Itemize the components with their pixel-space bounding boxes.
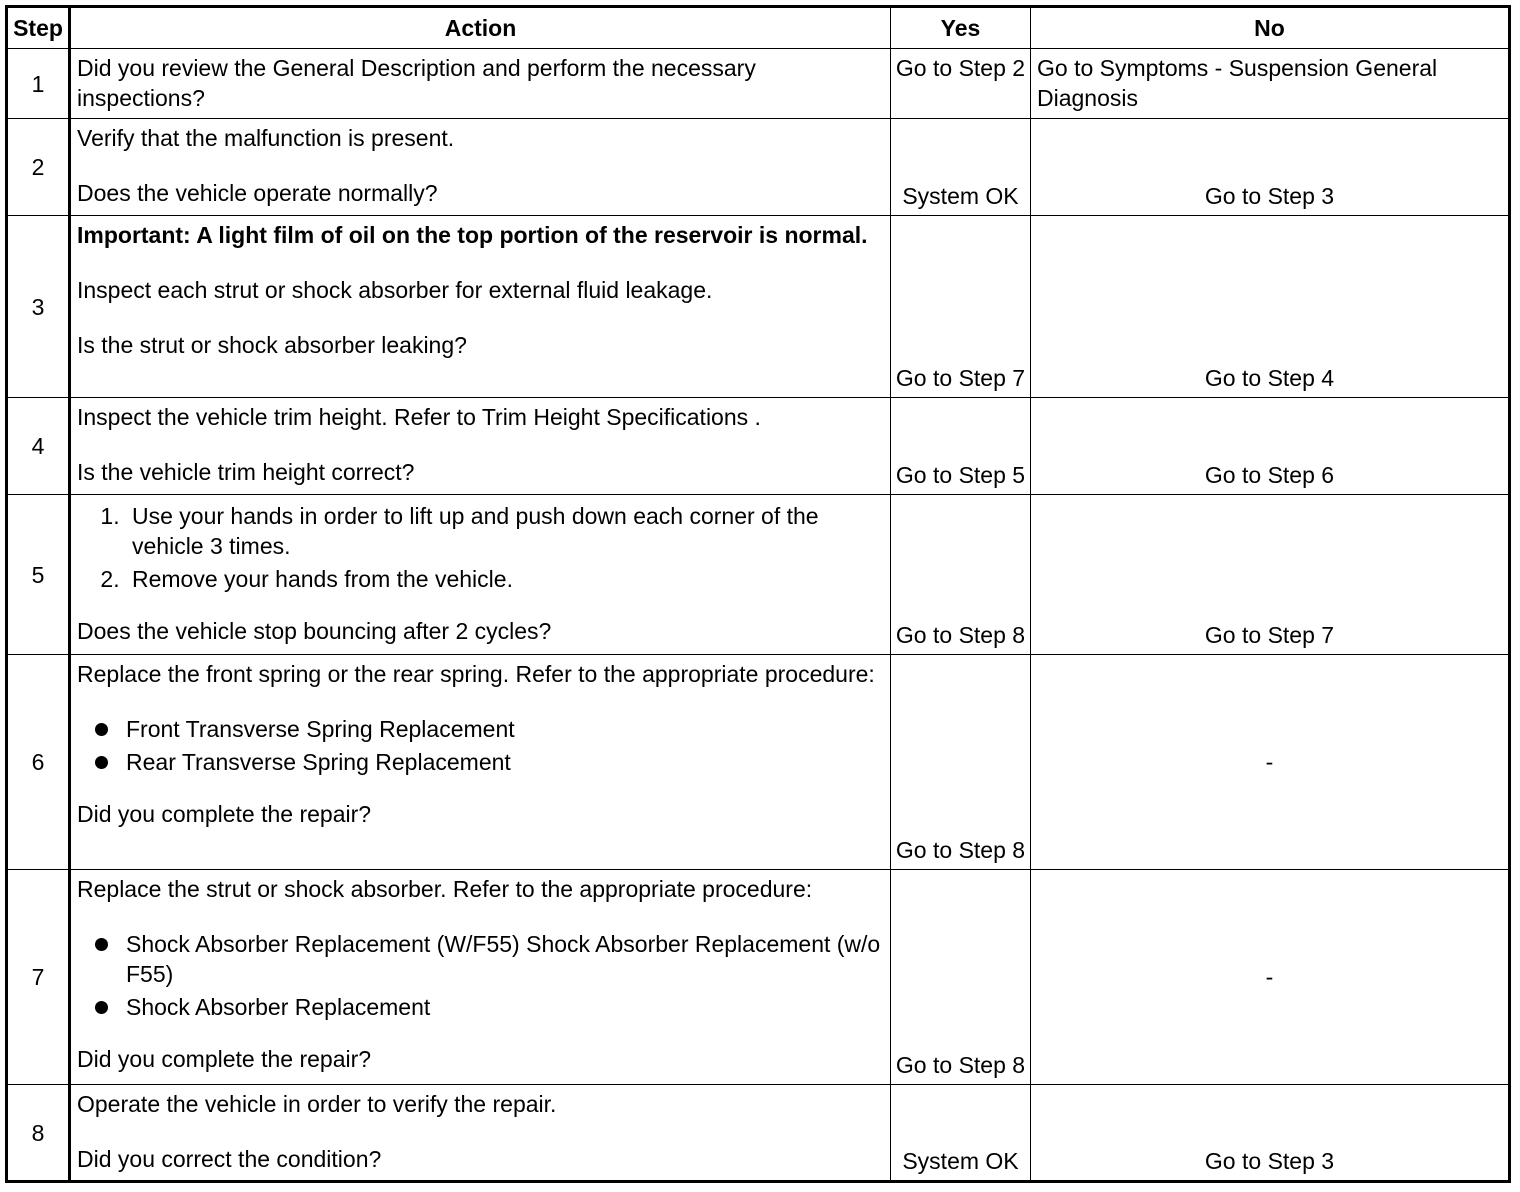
action-cell xyxy=(70,216,891,398)
table-row xyxy=(7,1085,1510,1182)
action-question: Does the vehicle operate normally? xyxy=(77,180,438,206)
step-number: 5 xyxy=(7,495,70,655)
action-text: Inspect each strut or shock absorber for external fluid leakage. xyxy=(77,277,713,303)
action-question: Did you complete the repair? xyxy=(77,1046,372,1072)
diagnostic-table xyxy=(5,5,1511,1183)
no-cell[interactable]: Go to Symptoms - Suspension General Diagnosis xyxy=(1031,49,1510,119)
header-step: Step xyxy=(7,7,70,49)
action-cell xyxy=(70,398,891,495)
header-no: No xyxy=(1031,7,1510,49)
yes-cell[interactable]: Go to Step 8 xyxy=(891,870,1031,1085)
step-number: 1 xyxy=(7,49,70,119)
action-cell xyxy=(70,870,891,1085)
no-cell[interactable]: Go to Step 3 xyxy=(1031,119,1510,216)
table-row xyxy=(7,398,1510,495)
no-cell[interactable]: Go to Step 6 xyxy=(1031,398,1510,495)
yes-cell[interactable]: Go to Step 5 xyxy=(891,398,1031,495)
action-text: Replace the strut or shock absorber. Refer to the appropriate procedure: xyxy=(77,876,813,902)
action-cell xyxy=(70,655,891,870)
step-number: 4 xyxy=(7,398,70,495)
no-cell[interactable]: Go to Step 7 xyxy=(1031,495,1510,655)
step-number: 8 xyxy=(7,1085,70,1182)
step-number: 3 xyxy=(7,216,70,398)
action-question: Is the vehicle trim height correct? xyxy=(77,459,415,485)
yes-cell[interactable]: System OK xyxy=(891,1085,1031,1182)
table-row xyxy=(7,870,1510,1085)
list-item-link[interactable]: Shock Absorber Replacement xyxy=(77,992,884,1022)
header-yes: Yes xyxy=(891,7,1031,49)
no-cell: - xyxy=(1031,870,1510,1085)
action-text: Replace the front spring or the rear spring. Refer to the appropriate procedure: xyxy=(77,661,875,687)
action-cell xyxy=(70,49,891,119)
list-item-link[interactable]: Rear Transverse Spring Replacement xyxy=(77,747,884,777)
no-cell[interactable]: Go to Step 4 xyxy=(1031,216,1510,398)
step-number: 6 xyxy=(7,655,70,870)
action-text: Inspect the vehicle trim height. Refer to Trim Height Specifications . xyxy=(77,404,761,430)
table-row xyxy=(7,216,1510,398)
action-text: Did you review the General Description and perform the necessary inspections? xyxy=(77,55,756,111)
table-row xyxy=(7,119,1510,216)
no-cell: - xyxy=(1031,655,1510,870)
header-row xyxy=(7,7,1510,49)
yes-cell[interactable]: Go to Step 8 xyxy=(891,655,1031,870)
action-cell xyxy=(70,495,891,655)
yes-cell[interactable]: Go to Step 8 xyxy=(891,495,1031,655)
list-item: 1. Use your hands in order to lift up and push down each corner of the vehicle 3 times. xyxy=(126,501,884,561)
step-number: 7 xyxy=(7,870,70,1085)
header-action: Action xyxy=(70,7,891,49)
table-row xyxy=(7,49,1510,119)
list-item-link[interactable]: Shock Absorber Replacement (W/F55) Shock Absorber Replacement (w/o F55) xyxy=(77,929,884,989)
table-row xyxy=(7,655,1510,870)
yes-cell[interactable]: Go to Step 2 xyxy=(891,49,1031,119)
numbered-list xyxy=(77,501,884,594)
action-text: Operate the vehicle in order to verify the repair. xyxy=(77,1091,557,1117)
no-cell[interactable]: Go to Step 3 xyxy=(1031,1085,1510,1182)
yes-cell[interactable]: Go to Step 7 xyxy=(891,216,1031,398)
list-item: 2. Remove your hands from the vehicle. xyxy=(126,564,884,594)
table-row xyxy=(7,495,1510,655)
bullet-list xyxy=(77,714,884,777)
action-question: Does the vehicle stop bouncing after 2 cycles? xyxy=(77,618,552,644)
bullet-list xyxy=(77,929,884,1022)
action-question: Did you correct the condition? xyxy=(77,1146,382,1172)
action-question: Did you complete the repair? xyxy=(77,801,372,827)
action-question: Is the strut or shock absorber leaking? xyxy=(77,332,467,358)
action-cell xyxy=(70,1085,891,1182)
important-note: Important: A light film of oil on the top portion of the reservoir is normal. xyxy=(77,222,868,248)
action-text: Verify that the malfunction is present. xyxy=(77,125,455,151)
action-cell xyxy=(70,119,891,216)
list-item-link[interactable]: Front Transverse Spring Replacement xyxy=(77,714,884,744)
yes-cell[interactable]: System OK xyxy=(891,119,1031,216)
step-number: 2 xyxy=(7,119,70,216)
